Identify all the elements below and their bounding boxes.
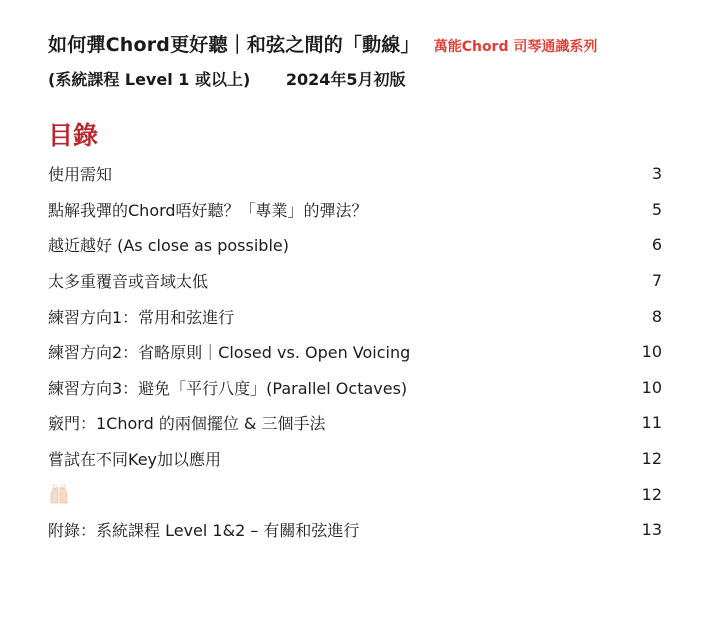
toc-item-practice-2[interactable] [48, 334, 662, 370]
toc-heading: 目錄 [48, 121, 99, 150]
toc-item-page: 6 [651, 235, 662, 255]
toc-item-page: 3 [651, 164, 662, 184]
toc-item-practice-1[interactable] [48, 298, 662, 334]
toc-item-repeated-notes[interactable] [48, 263, 662, 299]
toc-item-label: 練習方向1：常用和弦進行 [48, 307, 235, 327]
toc-item-page: 12 [641, 449, 662, 469]
series-tag: 萬能Chord 司琴通識系列 [433, 39, 598, 55]
raised-hands-icon [48, 484, 70, 504]
toc-item-label: 嘗試在不同Key加以應用 [48, 450, 222, 470]
toc-item-page: 12 [641, 484, 662, 504]
toc-item-raised-hands[interactable] [48, 476, 662, 512]
toc-item-label: 附錄：系統課程 Level 1&2 – 有關和弦進行 [48, 521, 360, 541]
toc-item-page: 8 [651, 306, 662, 326]
toc-item-label: 竅門：1Chord 的兩個擺位 & 三個手法 [48, 414, 326, 434]
toc-item-page: 10 [641, 377, 662, 397]
toc-item-label: 點解我彈的Chord唔好聽？「專業」的彈法？ [48, 200, 368, 220]
toc-item-different-keys[interactable] [48, 441, 662, 477]
document-page [48, 30, 662, 548]
toc-item-label: 練習方向2：省略原則｜Closed vs. Open Voicing [48, 343, 411, 363]
toc-item-page: 7 [651, 271, 662, 291]
header-title-row [48, 30, 662, 57]
toc-item-page: 13 [641, 520, 662, 540]
toc-item-practice-3[interactable] [48, 370, 662, 406]
toc-item-page: 10 [641, 342, 662, 362]
toc-item-as-close-as-possible[interactable] [48, 227, 662, 263]
toc-item-label: 使用需知 [48, 165, 113, 185]
toc-item-label [48, 484, 70, 505]
header-subtitle-row [48, 67, 662, 90]
toc-item-why-not-nice[interactable] [48, 192, 662, 228]
toc-item-tips[interactable] [48, 405, 662, 441]
document-title: 如何彈Chord更好聽｜和弦之間的「動線」 [48, 34, 420, 56]
toc-item-page: 11 [641, 413, 662, 433]
edition-date: 2024年5月初版 [285, 70, 406, 89]
course-level: (系統課程 Level 1 或以上) [48, 70, 251, 89]
toc-item-label: 越近越好 (As close as possible) [48, 236, 289, 256]
toc-item-usage-notes[interactable] [48, 156, 662, 192]
toc-list [48, 156, 662, 548]
toc-item-label: 練習方向3：避免「平行八度」(Parallel Octaves) [48, 378, 408, 398]
toc-item-page: 5 [651, 199, 662, 219]
toc-item-appendix[interactable] [48, 512, 662, 548]
toc-item-label: 太多重覆音或音域太低 [48, 272, 209, 292]
